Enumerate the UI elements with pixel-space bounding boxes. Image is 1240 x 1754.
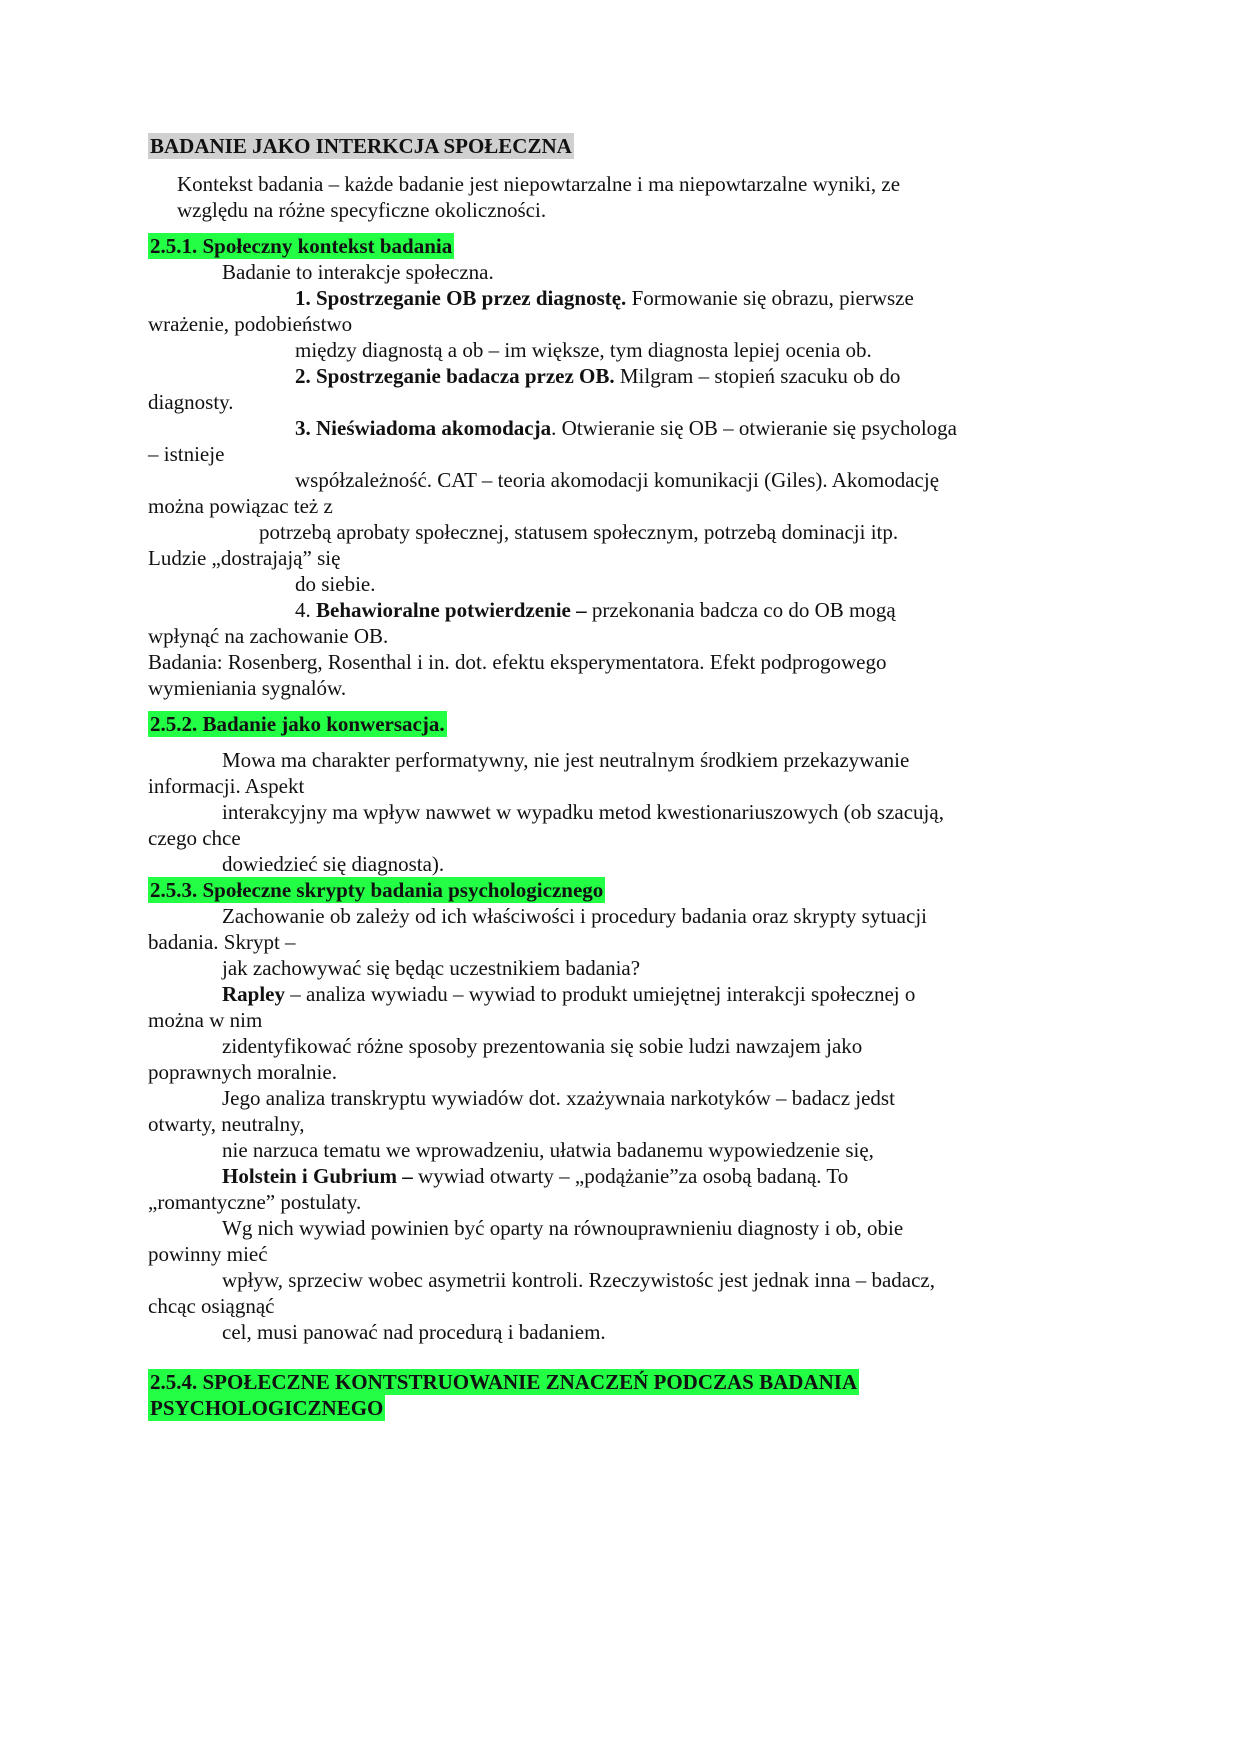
paragraph-line: cel, musi panować nad procedurą i badaniem.	[222, 1320, 606, 1344]
paragraph-line: zidentyfikować różne sposoby prezentowania się sobie ludzi nawzajem jako	[222, 1034, 863, 1058]
paragraph-line: Badanie to interakcje społeczna.	[222, 260, 494, 284]
paragraph-line: współzależność. CAT – teoria akomodacji komunikacji (Giles). Akomodację	[295, 468, 940, 492]
paragraph-line: Ludzie „dostrajają” się	[148, 546, 341, 570]
paragraph-line: interakcyjny ma wpływ nawwet w wypadku metod kwestionariuszowych (ob szacują,	[222, 800, 944, 824]
paragraph-line: wpływ, sprzeciw wobec asymetrii kontroli. Rzeczywistośc jest jednak inna – badacz,	[222, 1268, 935, 1292]
paragraph-line: diagnosty.	[148, 390, 234, 414]
paragraph-line: otwarty, neutralny,	[148, 1112, 305, 1136]
paragraph-line: – istnieje	[148, 442, 225, 466]
paragraph-line: jak zachowywać się będąc uczestnikiem badania?	[222, 956, 641, 980]
paragraph-line: dowiedzieć się diagnosta).	[222, 852, 445, 876]
paragraph-line: wpłynąć na zachowanie OB.	[148, 624, 389, 648]
paragraph-line: czego chce	[148, 826, 241, 850]
list-item-2: 2. Spostrzeganie badacza przez OB. Milgram – stopień szacuku ob do	[295, 364, 901, 388]
paragraph-line: Rapley – analiza wywiadu – wywiad to produkt umiejętnej interakcji społecznej o	[222, 982, 916, 1006]
paragraph-line: można powiązac też z	[148, 494, 333, 518]
paragraph-line: badania. Skrypt –	[148, 930, 296, 954]
paragraph-line: potrzebą aprobaty społecznej, statusem społecznym, potrzebą dominacji itp.	[259, 520, 899, 544]
paragraph-line: chcąc osiągnąć	[148, 1294, 275, 1318]
paragraph-line: można w nim	[148, 1008, 263, 1032]
list-item-4: 4. Behawioralne potwierdzenie – przekonania badcza co do OB mogą	[295, 598, 896, 622]
paragraph-line: nie narzuca tematu we wprowadzeniu, ułatwia badanemu wypowiedzenie się,	[222, 1138, 874, 1162]
section-heading-2-5-2: 2.5.2. Badanie jako konwersacja.	[150, 712, 445, 736]
paragraph-line: „romantyczne” postulaty.	[148, 1190, 362, 1214]
section-heading-2-5-4: 2.5.4. SPOŁECZNE KONTSTRUOWANIE ZNACZEŃ PODCZAS BADANIA	[150, 1370, 858, 1394]
intro-line-1: Kontekst badania – każde badanie jest niepowtarzalne i ma niepowtarzalne wyniki, ze	[177, 172, 901, 196]
document-title: BADANIE JAKO INTERKCJA SPOŁECZNA	[150, 134, 572, 158]
section-heading-2-5-4-cont: PSYCHOLOGICZNEGO	[150, 1396, 384, 1420]
paragraph-line: do siebie.	[295, 572, 376, 596]
paragraph-line: informacji. Aspekt	[148, 774, 305, 798]
list-item-1: 1. Spostrzeganie OB przez diagnostę. Formowanie się obrazu, pierwsze	[295, 286, 914, 310]
paragraph-line: Wg nich wywiad powinien być oparty na równouprawnieniu diagnosty i ob, obie	[222, 1216, 904, 1240]
intro-line-2: względu na różne specyficzne okoliczności.	[177, 198, 547, 222]
paragraph-line: między diagnostą a ob – im większe, tym diagnosta lepiej ocenia ob.	[295, 338, 872, 362]
paragraph-line: Holstein i Gubrium – wywiad otwarty – „podążanie”za osobą badaną. To	[222, 1164, 849, 1188]
paragraph-line: Jego analiza transkryptu wywiadów dot. xzażywnaia narkotyków – badacz jedst	[222, 1086, 895, 1110]
section-heading-2-5-3: 2.5.3. Społeczne skrypty badania psychologicznego	[150, 878, 604, 902]
paragraph-line: Badania: Rosenberg, Rosenthal i in. dot. efektu eksperymentatora. Efekt podprogowego	[148, 650, 887, 674]
paragraph-line: wymieniania sygnalów.	[148, 676, 347, 700]
paragraph-line: wrażenie, podobieństwo	[148, 312, 353, 336]
paragraph-line: Mowa ma charakter performatywny, nie jest neutralnym środkiem przekazywanie	[222, 748, 910, 772]
section-heading-2-5-1: 2.5.1. Społeczny kontekst badania	[150, 234, 453, 258]
paragraph-line: powinny mieć	[148, 1242, 268, 1266]
paragraph-line: Zachowanie ob zależy od ich właściwości i procedury badania oraz skrypty sytuacji	[222, 904, 927, 928]
list-item-3: 3. Nieświadoma akomodacja. Otwieranie się OB – otwieranie się psychologa	[295, 416, 957, 440]
paragraph-line: poprawnych moralnie.	[148, 1060, 337, 1084]
